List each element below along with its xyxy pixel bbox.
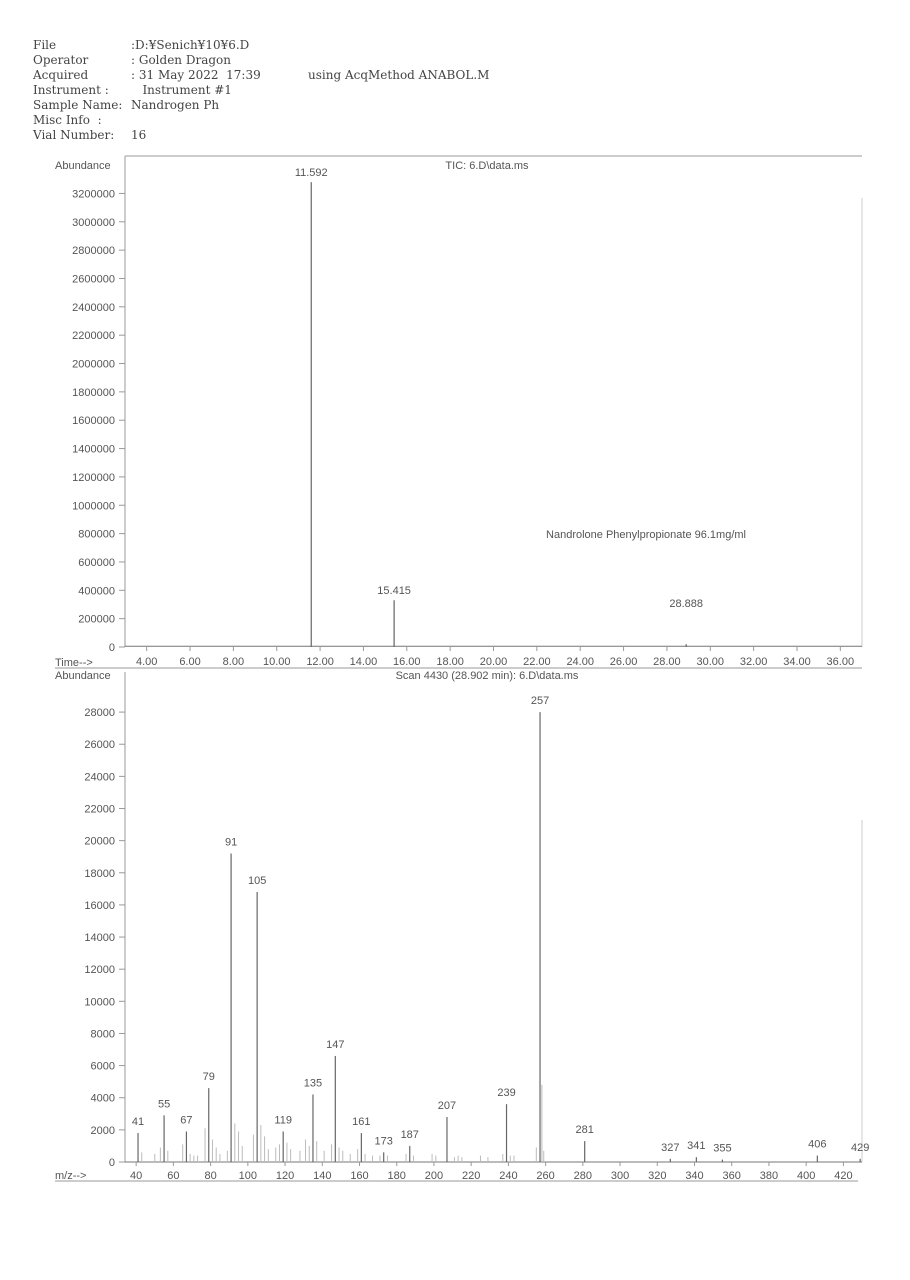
ms-y-tick-label: 26000 — [84, 739, 115, 752]
ms-peak-label: 119 — [274, 1114, 292, 1127]
tic-y-tick-label: 400000 — [78, 585, 115, 598]
ms-x-tick-label: 140 — [313, 1170, 332, 1182]
ms-x-tick-label: 400 — [796, 1170, 816, 1182]
tic-peak-label: 28.888 — [669, 598, 703, 610]
ms-peak-label: 55 — [157, 1098, 171, 1111]
ms-x-tick-label: 320 — [648, 1170, 667, 1182]
ms-peak-label: 341 — [687, 1140, 706, 1153]
tic-peak-label: 11.592 — [294, 167, 328, 180]
header-label: Instrument : — [33, 83, 109, 97]
tic-y-tick-label: 1000000 — [72, 500, 115, 513]
ms-x-tick-label: 160 — [350, 1170, 369, 1182]
tic-y-tick-label: 2600000 — [72, 273, 115, 286]
ms-x-tick-label: 260 — [536, 1170, 555, 1182]
ms-x-tick-label: 180 — [387, 1170, 406, 1182]
tic-x-tick-label: 10.00 — [262, 656, 291, 668]
tic-annotation: Nandrolone Phenylpropionate 96.1mg/ml — [546, 529, 746, 541]
ms-y-tick-label: 20000 — [84, 835, 115, 848]
ms-peak-label: 406 — [808, 1138, 827, 1151]
ms-x-tick-label: 420 — [834, 1170, 853, 1182]
tic-x-tick-label: 16.00 — [393, 656, 421, 668]
ms-y-tick-label: 8000 — [90, 1028, 115, 1041]
tic-y-tick-label: 3200000 — [72, 188, 115, 201]
ms-y-tick-label: 14000 — [84, 932, 115, 945]
ms-peak-label: 79 — [202, 1071, 215, 1084]
tic-y-tick-label: 2800000 — [72, 245, 115, 258]
ms-peak-label: 281 — [575, 1124, 594, 1137]
ms-x-tick-label: 220 — [461, 1170, 481, 1182]
ms-x-tick-label: 360 — [722, 1170, 741, 1182]
ms-y-tick-label: 22000 — [84, 803, 115, 816]
ms-peak-label: 187 — [400, 1128, 419, 1141]
ms-y-tick-label: 2000 — [90, 1124, 115, 1137]
ms-peak-label: 429 — [850, 1141, 870, 1154]
tic-y-tick-label: 1600000 — [72, 415, 115, 428]
header-label: File — [33, 38, 57, 52]
ms-y-tick-label: 28000 — [84, 707, 115, 720]
ms-x-tick-label: 380 — [759, 1170, 779, 1182]
ms-title: Scan 4430 (28.902 min): 6.D\data.ms — [395, 670, 579, 682]
tic-x-tick-label: 28.00 — [653, 656, 681, 668]
ms-peak-label: 173 — [374, 1135, 393, 1148]
tic-peak-label: 15.415 — [377, 585, 411, 598]
ms-peak-label: 147 — [326, 1038, 345, 1051]
ms-peak-label: 355 — [713, 1142, 732, 1155]
ms-x-tick-label: 80 — [204, 1170, 217, 1182]
tic-x-tick-label: 34.00 — [783, 656, 811, 668]
tic-x-tick-label: 8.00 — [222, 656, 245, 668]
ms-x-tick-label: 340 — [685, 1170, 704, 1182]
ms-x-tick-label: 300 — [610, 1170, 630, 1182]
ms-x-tick-label: 200 — [424, 1170, 444, 1182]
tic-y-label: Abundance — [55, 160, 111, 172]
ms-peak-label: 41 — [131, 1116, 145, 1129]
ms-peak-label: 257 — [530, 695, 550, 708]
tic-y-tick-label: 0 — [108, 642, 115, 654]
tic-y-tick-label: 2000000 — [72, 358, 115, 371]
tic-x-tick-label: 12.00 — [306, 656, 334, 668]
tic-x-tick-label: 18.00 — [436, 656, 464, 668]
ms-y-tick-label: 12000 — [84, 964, 115, 977]
ms-x-tick-label: 280 — [573, 1170, 593, 1182]
header-value: 16 — [131, 128, 147, 142]
ms-y-tick-label: 18000 — [84, 867, 115, 880]
tic-y-tick-label: 1400000 — [72, 443, 115, 456]
tic-x-tick-label: 32.00 — [739, 656, 768, 668]
ms-peak-label: 239 — [497, 1087, 516, 1100]
ms-x-tick-label: 120 — [275, 1170, 295, 1182]
tic-x-tick-label: 4.00 — [135, 656, 158, 668]
ms-peak-label: 67 — [180, 1114, 193, 1127]
ms-y-tick-label: 0 — [108, 1157, 115, 1169]
tic-x-tick-label: 26.00 — [609, 656, 638, 668]
tic-title: TIC: 6.D\data.ms — [445, 160, 529, 172]
header-value: Nandrogen Ph — [131, 98, 220, 112]
ms-peak-label: 207 — [437, 1100, 457, 1113]
ms-x-tick-label: 60 — [167, 1170, 180, 1182]
ms-y-tick-label: 24000 — [84, 771, 115, 784]
tic-y-tick-label: 800000 — [78, 528, 115, 541]
ms-peak-label: 91 — [224, 836, 238, 849]
tic-x-tick-label: 6.00 — [179, 656, 201, 668]
header-value: Instrument #1 — [131, 83, 232, 97]
header-label: Operator — [33, 53, 89, 67]
ms-y-tick-label: 6000 — [90, 1060, 115, 1073]
tic-x-tick-label: 30.00 — [696, 656, 725, 668]
tic-x-tick-label: 14.00 — [349, 656, 378, 668]
tic-x-label: Time--> — [55, 657, 93, 669]
header-method: using AcqMethod ANABOL.M — [308, 68, 490, 82]
ms-y-label: Abundance — [55, 670, 111, 682]
header-label: Sample Name: — [33, 98, 123, 112]
ms-y-tick-label: 16000 — [84, 899, 115, 912]
header-label: Vial Number: — [33, 128, 115, 142]
ms-x-label: m/z--> — [55, 1170, 87, 1182]
ms-y-tick-label: 4000 — [90, 1092, 115, 1105]
ms-peak-label: 327 — [661, 1141, 680, 1154]
header-value: : 31 May 2022 17:39 — [131, 68, 261, 82]
tic-y-tick-label: 2200000 — [72, 330, 115, 343]
ms-peak-label: 135 — [303, 1077, 323, 1090]
tic-y-tick-label: 1800000 — [72, 386, 115, 399]
tic-x-tick-label: 36.00 — [826, 656, 855, 668]
ms-y-tick-label: 10000 — [84, 996, 115, 1009]
header-value: :D:¥Senich¥10¥6.D — [131, 38, 250, 52]
header-label: Misc Info : — [33, 113, 102, 127]
tic-y-tick-label: 2400000 — [72, 301, 115, 314]
ms-peak-label: 161 — [352, 1116, 371, 1129]
ms-x-tick-label: 100 — [238, 1170, 258, 1182]
tic-y-tick-label: 600000 — [78, 556, 115, 569]
ms-peak-label: 105 — [247, 875, 267, 888]
ms-x-tick-label: 40 — [130, 1170, 143, 1182]
tic-y-tick-label: 1200000 — [72, 471, 115, 484]
tic-y-tick-label: 3000000 — [72, 216, 115, 229]
ms-x-tick-label: 240 — [499, 1170, 518, 1182]
tic-y-tick-label: 200000 — [78, 613, 115, 626]
tic-x-tick-label: 20.00 — [479, 656, 508, 668]
header-label: Acquired — [33, 68, 89, 82]
header-value: : Golden Dragon — [131, 53, 231, 67]
tic-x-tick-label: 24.00 — [566, 656, 594, 668]
tic-x-tick-label: 22.00 — [523, 656, 551, 668]
